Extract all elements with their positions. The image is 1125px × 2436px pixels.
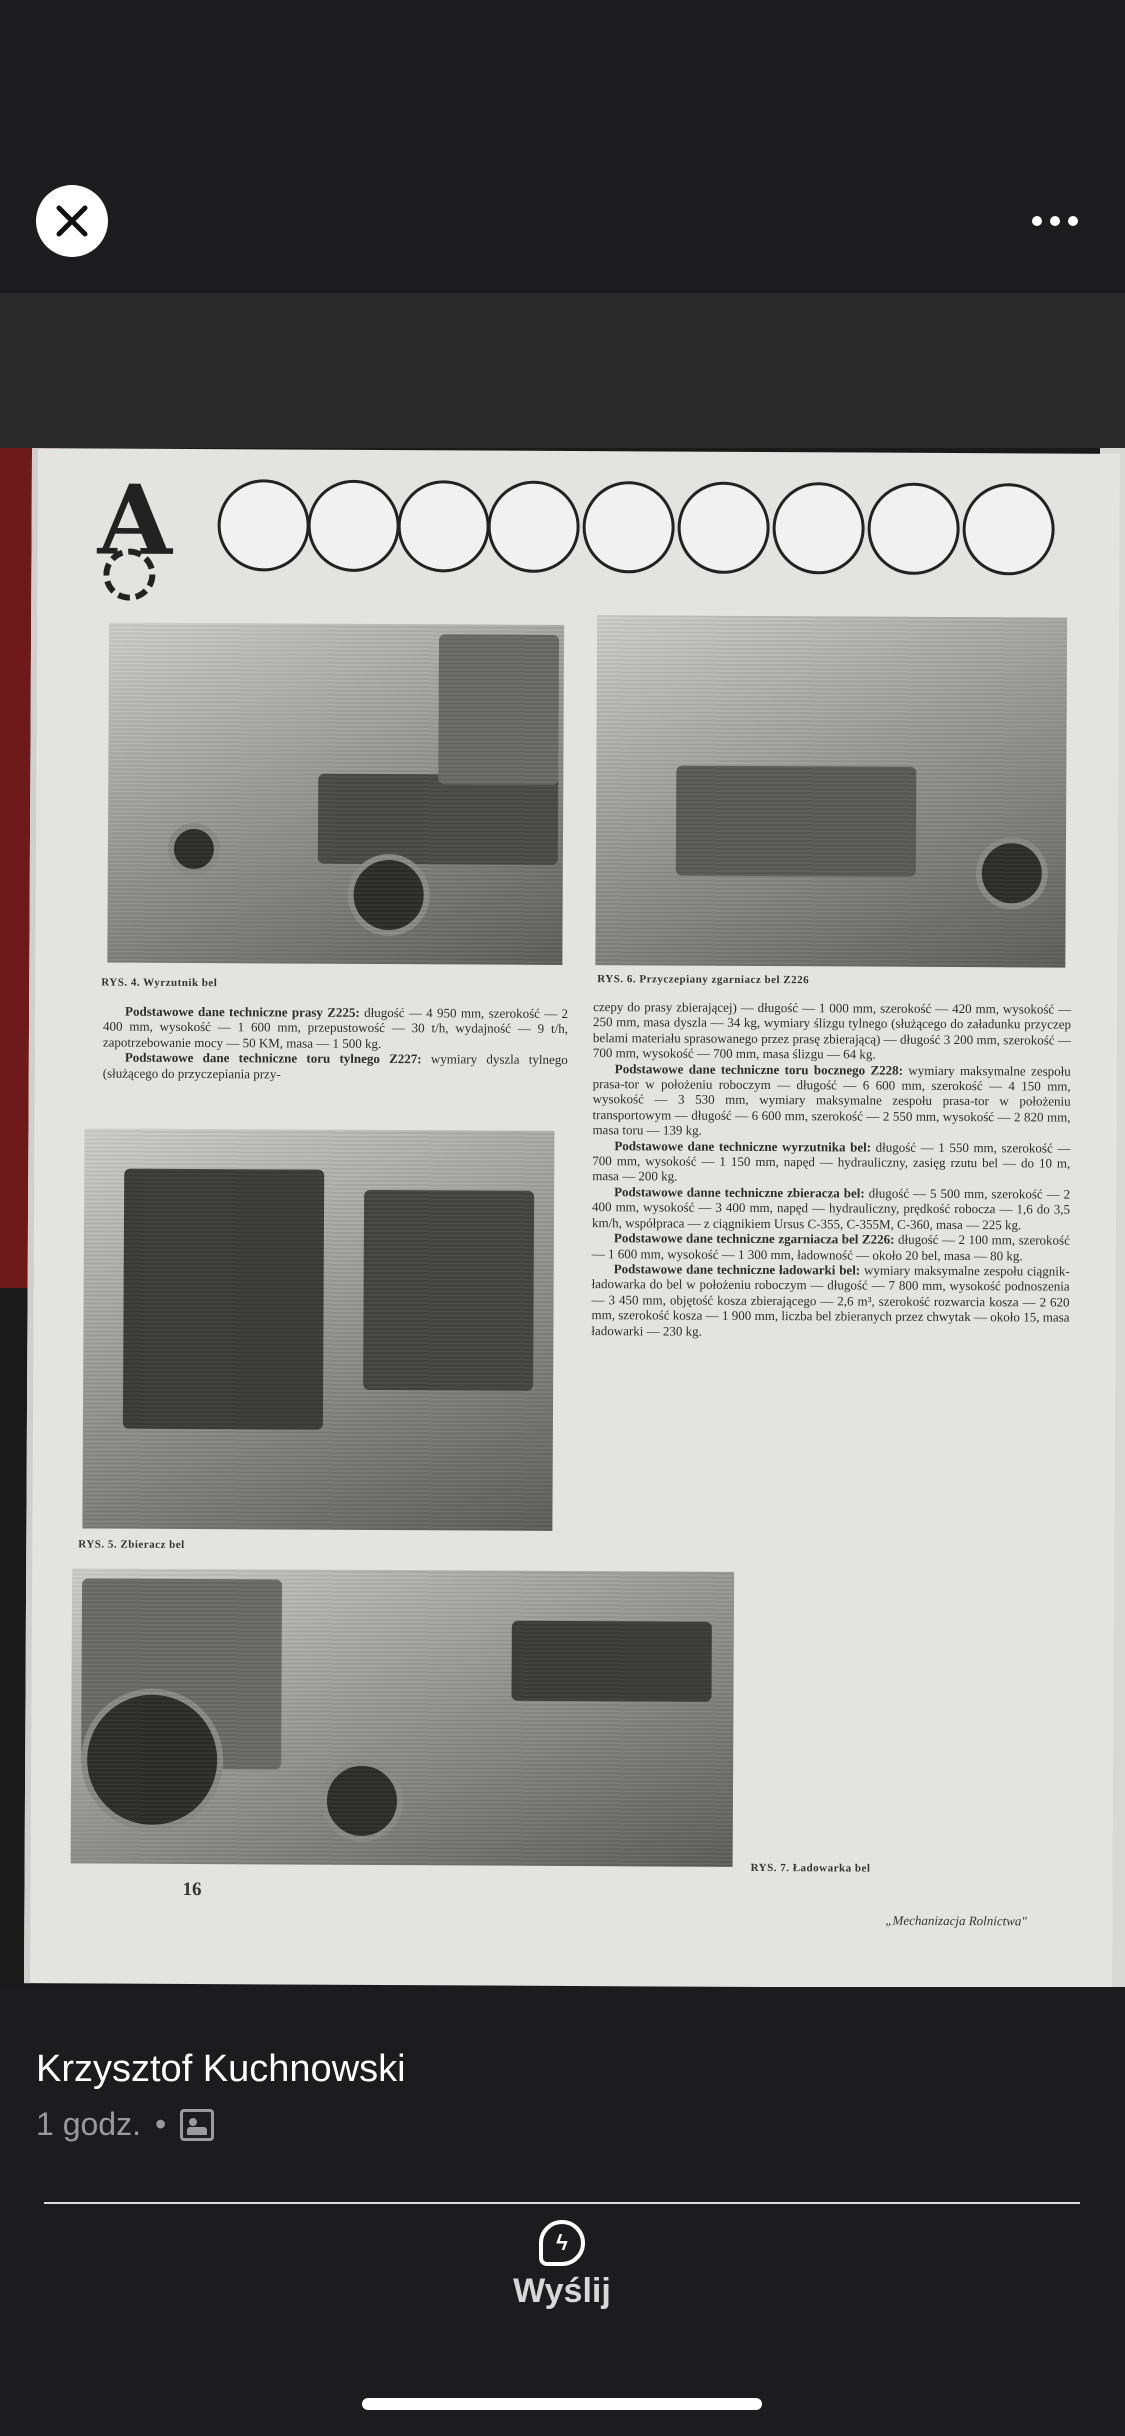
drum-icon [772,482,864,574]
figure-5-photo [82,1128,554,1530]
figure-4-caption: RYS. 4. Wyrzutnik bel [101,976,218,990]
harvester-icon [582,481,674,573]
flower-icon [677,482,769,574]
figure-4-photo [107,623,564,965]
fan-icon [217,479,309,571]
magazine-page [24,448,1120,1987]
more-options-icon [1032,216,1042,226]
left-column-text: Podstawowe dane techniczne prasy Z225: długość — 4 950 mm, szerokość — 2 400 mm, wysokość — 1 600 mm, przepustowość — 30 t/h, wydajność — 9 t/h, zapotrzebowanie mocy — 50 KM, masa — 1 500 kg. Podstawowe dane techniczne toru tylnego Z227: wymiary dyszla tylnego (służącego do przyczepiania przy- [102,1003,569,1082]
post-photo[interactable] [0,293,1125,1987]
send-label: Wyślij [513,2272,611,2310]
figure-7-caption: RYS. 7. Ładowarka bel [750,1861,871,1875]
figure-5-caption: RYS. 5. Zbieracz bel [78,1538,185,1551]
divider [44,2202,1080,2204]
seeder-icon [307,480,399,572]
right-column-text: czepy do prasy zbierającej) — długość — 1 000 mm, szerokość — 420 mm, wysokość — 250 mm, masa dyszla — 34 kg, wymiary ślizgu tylnego (służącego do załadunku przyczep belami materiału sprasowanego przez prasę zbierającą) — długość 3 200 mm, szerokość — 700 mm, wysokość — 700 mm, masa ślizgu — 64 kg. Podstawowe dane techniczne toru bocznego Z228: wymiary maksymalne zespołu prasa-tor w położeniu roboczym — długość — 6 600 mm, szerokość — 4 150 mm, wysokość — 3 530 mm, wymiary maksymalne zespołu prasa-tor w położeniu transportowym — długość — 6 600 mm, szerokość — 2 550 mm, wysokość — 2 820 mm, masa toru — 139 kg. Podstawowe dane techniczne wyrzutnika bel: długość — 1 550 mm, szerokość — 700 mm, wysokość — 1 150 mm, napęd — hydrauliczny, zasięg rzutu bel — do 10 m, masa — 200 kg. Podstawowe danne techniczne zbieracza bel: długość — 5 500 mm, szerokość — 2 400 mm, wysokość — 3 400 mm, napęd — hydrauliczny, prędkość robocza — 1,6 do 3,5 km/h, współpraca — z ciągnikiem Ursus C-355, C-355M, C-360, masa — 225 kg. Podstawowe dane techniczne zgarniacza bel Z226: długość — 2 100 mm, szerokość — 1 600 mm, wysokość — 1 300 mm, ładowność — około 20 bel, masa — 80 kg. Podstawowe dane techniczne ładowarki bel: wymiary maksymalne zespołu ciągnik-ładowarka do bel w położeniu roboczym — długość — 7 800 mm, wysokość podnoszenia — 3 450 mm, objętość kosza zbierającego — 2,6 m³, szerokość rozwarcia kosza — 2 620 mm, szerokość kosza — 1 900 mm, liczba bel zbieranych przez chwytak — około 15, masa ładowarki — 230 kg. [591,999,1072,1339]
close-button[interactable] [36,185,108,257]
send-button[interactable] [462,2220,662,2320]
figure-6-photo [595,615,1067,967]
top-bar [0,0,1125,293]
figure-7-photo [71,1568,735,1866]
cog-icon [103,549,155,601]
trailer-icon [867,483,959,575]
field-icon [397,480,489,572]
home-indicator[interactable] [362,2398,762,2410]
more-options-button[interactable] [1010,200,1100,242]
page-number: 16 [182,1878,202,1901]
tractor-icon [962,483,1054,575]
album-icon [180,2109,214,2141]
source-credit: „Mechanizacja Rolnictwa" [885,1912,1027,1929]
post-meta [36,2106,214,2143]
magazine-logo: A [97,463,173,577]
grain-icon [487,481,579,573]
messenger-icon: ϟ [539,2220,585,2266]
meta-separator: • [154,2106,167,2142]
post-time[interactable]: 1 godz. [36,2106,141,2142]
close-icon [55,204,89,238]
figure-6-caption: RYS. 6. Przyczepiany zgarniacz bel Z226 [597,973,810,987]
post-author[interactable]: Krzysztof Kuchnowski [36,2048,406,2090]
